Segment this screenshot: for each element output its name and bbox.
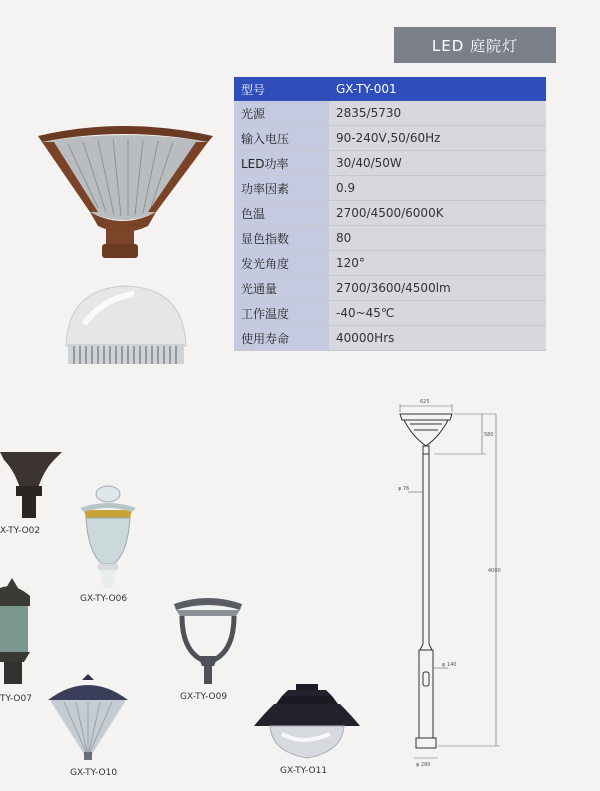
spec-key: 输入电压 bbox=[234, 126, 329, 151]
spec-header-value: GX-TY-001 bbox=[329, 77, 546, 101]
spec-key: 光通量 bbox=[234, 276, 329, 301]
page-title bbox=[394, 27, 556, 63]
spec-row bbox=[234, 126, 546, 151]
caption-o11: GX-TY-O11 bbox=[280, 766, 328, 776]
spec-key: 发光角度 bbox=[234, 251, 329, 276]
lamp-o06-image bbox=[76, 484, 140, 588]
spec-value: 30/40/50W bbox=[329, 151, 546, 176]
spec-row bbox=[234, 276, 546, 301]
caption-o02: X-TY-O02 bbox=[0, 526, 41, 536]
lamp-o09-image bbox=[170, 590, 246, 686]
spec-value: 90-240V,50/60Hz bbox=[329, 126, 546, 151]
spec-value: 0.9 bbox=[329, 176, 546, 201]
caption-o07: TY-O07 bbox=[0, 694, 32, 704]
spec-header-row bbox=[234, 77, 546, 101]
page-title-text: LED 庭院灯 bbox=[431, 36, 519, 55]
dim-foot-diameter: φ 280 bbox=[416, 762, 431, 768]
spec-row bbox=[234, 176, 546, 201]
dim-base-diameter: φ 140 bbox=[442, 662, 457, 668]
spec-row bbox=[234, 301, 546, 326]
spec-key: 工作温度 bbox=[234, 301, 329, 326]
spec-row bbox=[234, 201, 546, 226]
spec-key: 显色指数 bbox=[234, 226, 329, 251]
spec-row bbox=[234, 251, 546, 276]
spec-row bbox=[234, 101, 546, 126]
caption-o06: GX-TY-O06 bbox=[80, 594, 128, 604]
spec-value: 2700/4500/6000K bbox=[329, 201, 546, 226]
caption-o10: GX-TY-O10 bbox=[70, 768, 118, 778]
dome-lamp-image bbox=[64, 284, 188, 370]
spec-value: 120° bbox=[329, 251, 546, 276]
lamp-o02-image bbox=[0, 448, 64, 522]
spec-value: 2835/5730 bbox=[329, 101, 546, 126]
dim-pole-diameter: φ 76 bbox=[398, 486, 410, 492]
spec-key: 使用寿命 bbox=[234, 326, 329, 351]
spec-value: 80 bbox=[329, 226, 546, 251]
spec-key: 功率因素 bbox=[234, 176, 329, 201]
spec-row bbox=[234, 326, 546, 351]
spec-value: 2700/3600/4500lm bbox=[329, 276, 546, 301]
spec-header-key: 型号 bbox=[234, 77, 329, 101]
caption-o09: GX-TY-O09 bbox=[180, 692, 228, 702]
spec-key: 色温 bbox=[234, 201, 329, 226]
spec-value: 40000Hrs bbox=[329, 326, 546, 351]
spec-key: 光源 bbox=[234, 101, 329, 126]
pole-technical-drawing bbox=[392, 392, 512, 772]
spec-key: LED功率 bbox=[234, 151, 329, 176]
dim-total-height: 4000 bbox=[488, 568, 501, 574]
spec-row bbox=[234, 226, 546, 251]
dim-head-height: 580 bbox=[484, 432, 494, 438]
spec-table bbox=[234, 77, 546, 351]
lamp-gx-ty-001-image bbox=[28, 120, 218, 260]
spec-row bbox=[234, 151, 546, 176]
lamp-o10-image bbox=[44, 672, 132, 762]
spec-value: -40~45℃ bbox=[329, 301, 546, 326]
lamp-o07-image bbox=[0, 566, 34, 686]
lamp-o11-image bbox=[252, 682, 362, 762]
dim-width-top: 625 bbox=[420, 399, 430, 405]
